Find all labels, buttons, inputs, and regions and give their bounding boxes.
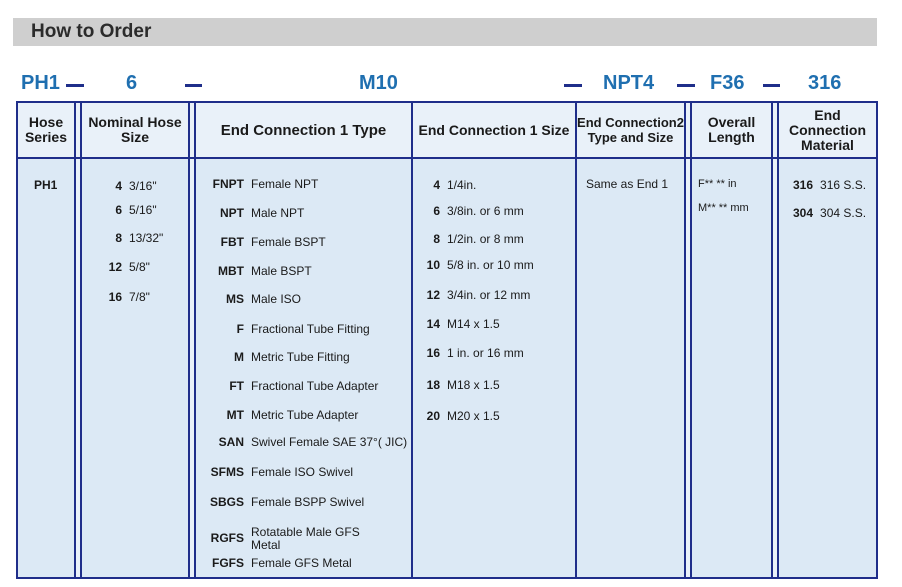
list-item: 304 304 S.S. [793, 206, 867, 220]
list-item: 6 5/16" [115, 203, 157, 217]
dash-separator [564, 84, 582, 87]
list-item: F Fractional Tube Fitting [236, 322, 370, 336]
header-end2: End Connection2 Type and Size [577, 103, 684, 157]
list-item: RGFS Rotatable Male GFS Metal [210, 525, 360, 552]
header-overall-length: Overall Length [692, 103, 771, 157]
column-material [779, 103, 876, 577]
header-end1-type: End Connection 1 Type [196, 103, 411, 157]
section-title: How to Order [31, 21, 152, 42]
header-end1-size: End Connection 1 Size [413, 103, 575, 157]
dash-separator [677, 84, 695, 87]
list-item: 4 1/4in. [433, 178, 477, 192]
list-item: 316 316 S.S. [793, 178, 867, 192]
code-size: 6 [126, 72, 138, 94]
list-item: 8 1/2in. or 8 mm [433, 232, 524, 246]
list-item: SBGS Female BSPP Swivel [209, 495, 365, 509]
list-item: M Metric Tube Fitting [234, 350, 350, 364]
end2-value: Same as End 1 [586, 177, 669, 191]
dash-separator [66, 84, 84, 87]
list-item: 12 5/8" [108, 260, 150, 274]
list-item: 18 M18 x 1.5 [426, 378, 500, 392]
section-banner [13, 18, 877, 46]
column-length [692, 103, 771, 577]
list-item: 14 M14 x 1.5 [426, 317, 500, 331]
list-item: MBT Male BSPT [218, 264, 312, 278]
header-material: End Connection Material [779, 103, 876, 157]
header-divider [18, 157, 876, 159]
list-item: F** ** in [698, 178, 737, 190]
list-item: 16 7/8" [108, 290, 150, 304]
column-gap [76, 103, 80, 577]
dash-separator [185, 84, 202, 87]
list-item: SAN Swivel Female SAE 37°( JIC) [218, 435, 408, 449]
list-item: M** ** mm [698, 202, 749, 214]
dash-separator [763, 84, 780, 87]
list-item: 12 3/4in. or 12 mm [426, 288, 531, 302]
list-item: SFMS Female ISO Swivel [210, 465, 354, 479]
header-hose-size: Nominal Hose Size [82, 103, 188, 157]
list-item: FBT Female BSPT [220, 235, 326, 249]
column-hose-size [82, 103, 188, 577]
code-end2: NPT4 [603, 72, 655, 94]
header-hose-series: Hose Series [18, 103, 74, 157]
list-item: 16 1 in. or 16 mm [426, 346, 524, 360]
code-material: 316 [808, 72, 842, 94]
column-hose-series [18, 103, 74, 577]
list-item: 20 M20 x 1.5 [426, 409, 500, 423]
code-length: F36 [710, 72, 745, 94]
list-item: MT Metric Tube Adapter [226, 408, 359, 422]
list-item: 10 5/8 in. or 10 mm [426, 258, 534, 272]
list-item: FT Fractional Tube Adapter [229, 379, 379, 393]
list-item: MS Male ISO [226, 292, 302, 306]
column-gap [686, 103, 690, 577]
column-end1-size [413, 103, 575, 577]
list-item: 6 3/8in. or 6 mm [433, 204, 524, 218]
list-item: NPT Male NPT [220, 206, 305, 220]
list-item: FNPT Female NPT [212, 177, 319, 191]
list-item: FGFS Female GFS Metal [212, 556, 352, 570]
code-end1: M10 [359, 72, 398, 94]
column-gap [190, 103, 194, 577]
list-item: 4 3/16" [115, 179, 157, 193]
series-value: PH1 [34, 178, 58, 192]
column-gap [773, 103, 777, 577]
code-series: PH1 [21, 72, 60, 94]
list-item: 8 13/32" [115, 231, 164, 245]
column-end2 [577, 103, 684, 577]
